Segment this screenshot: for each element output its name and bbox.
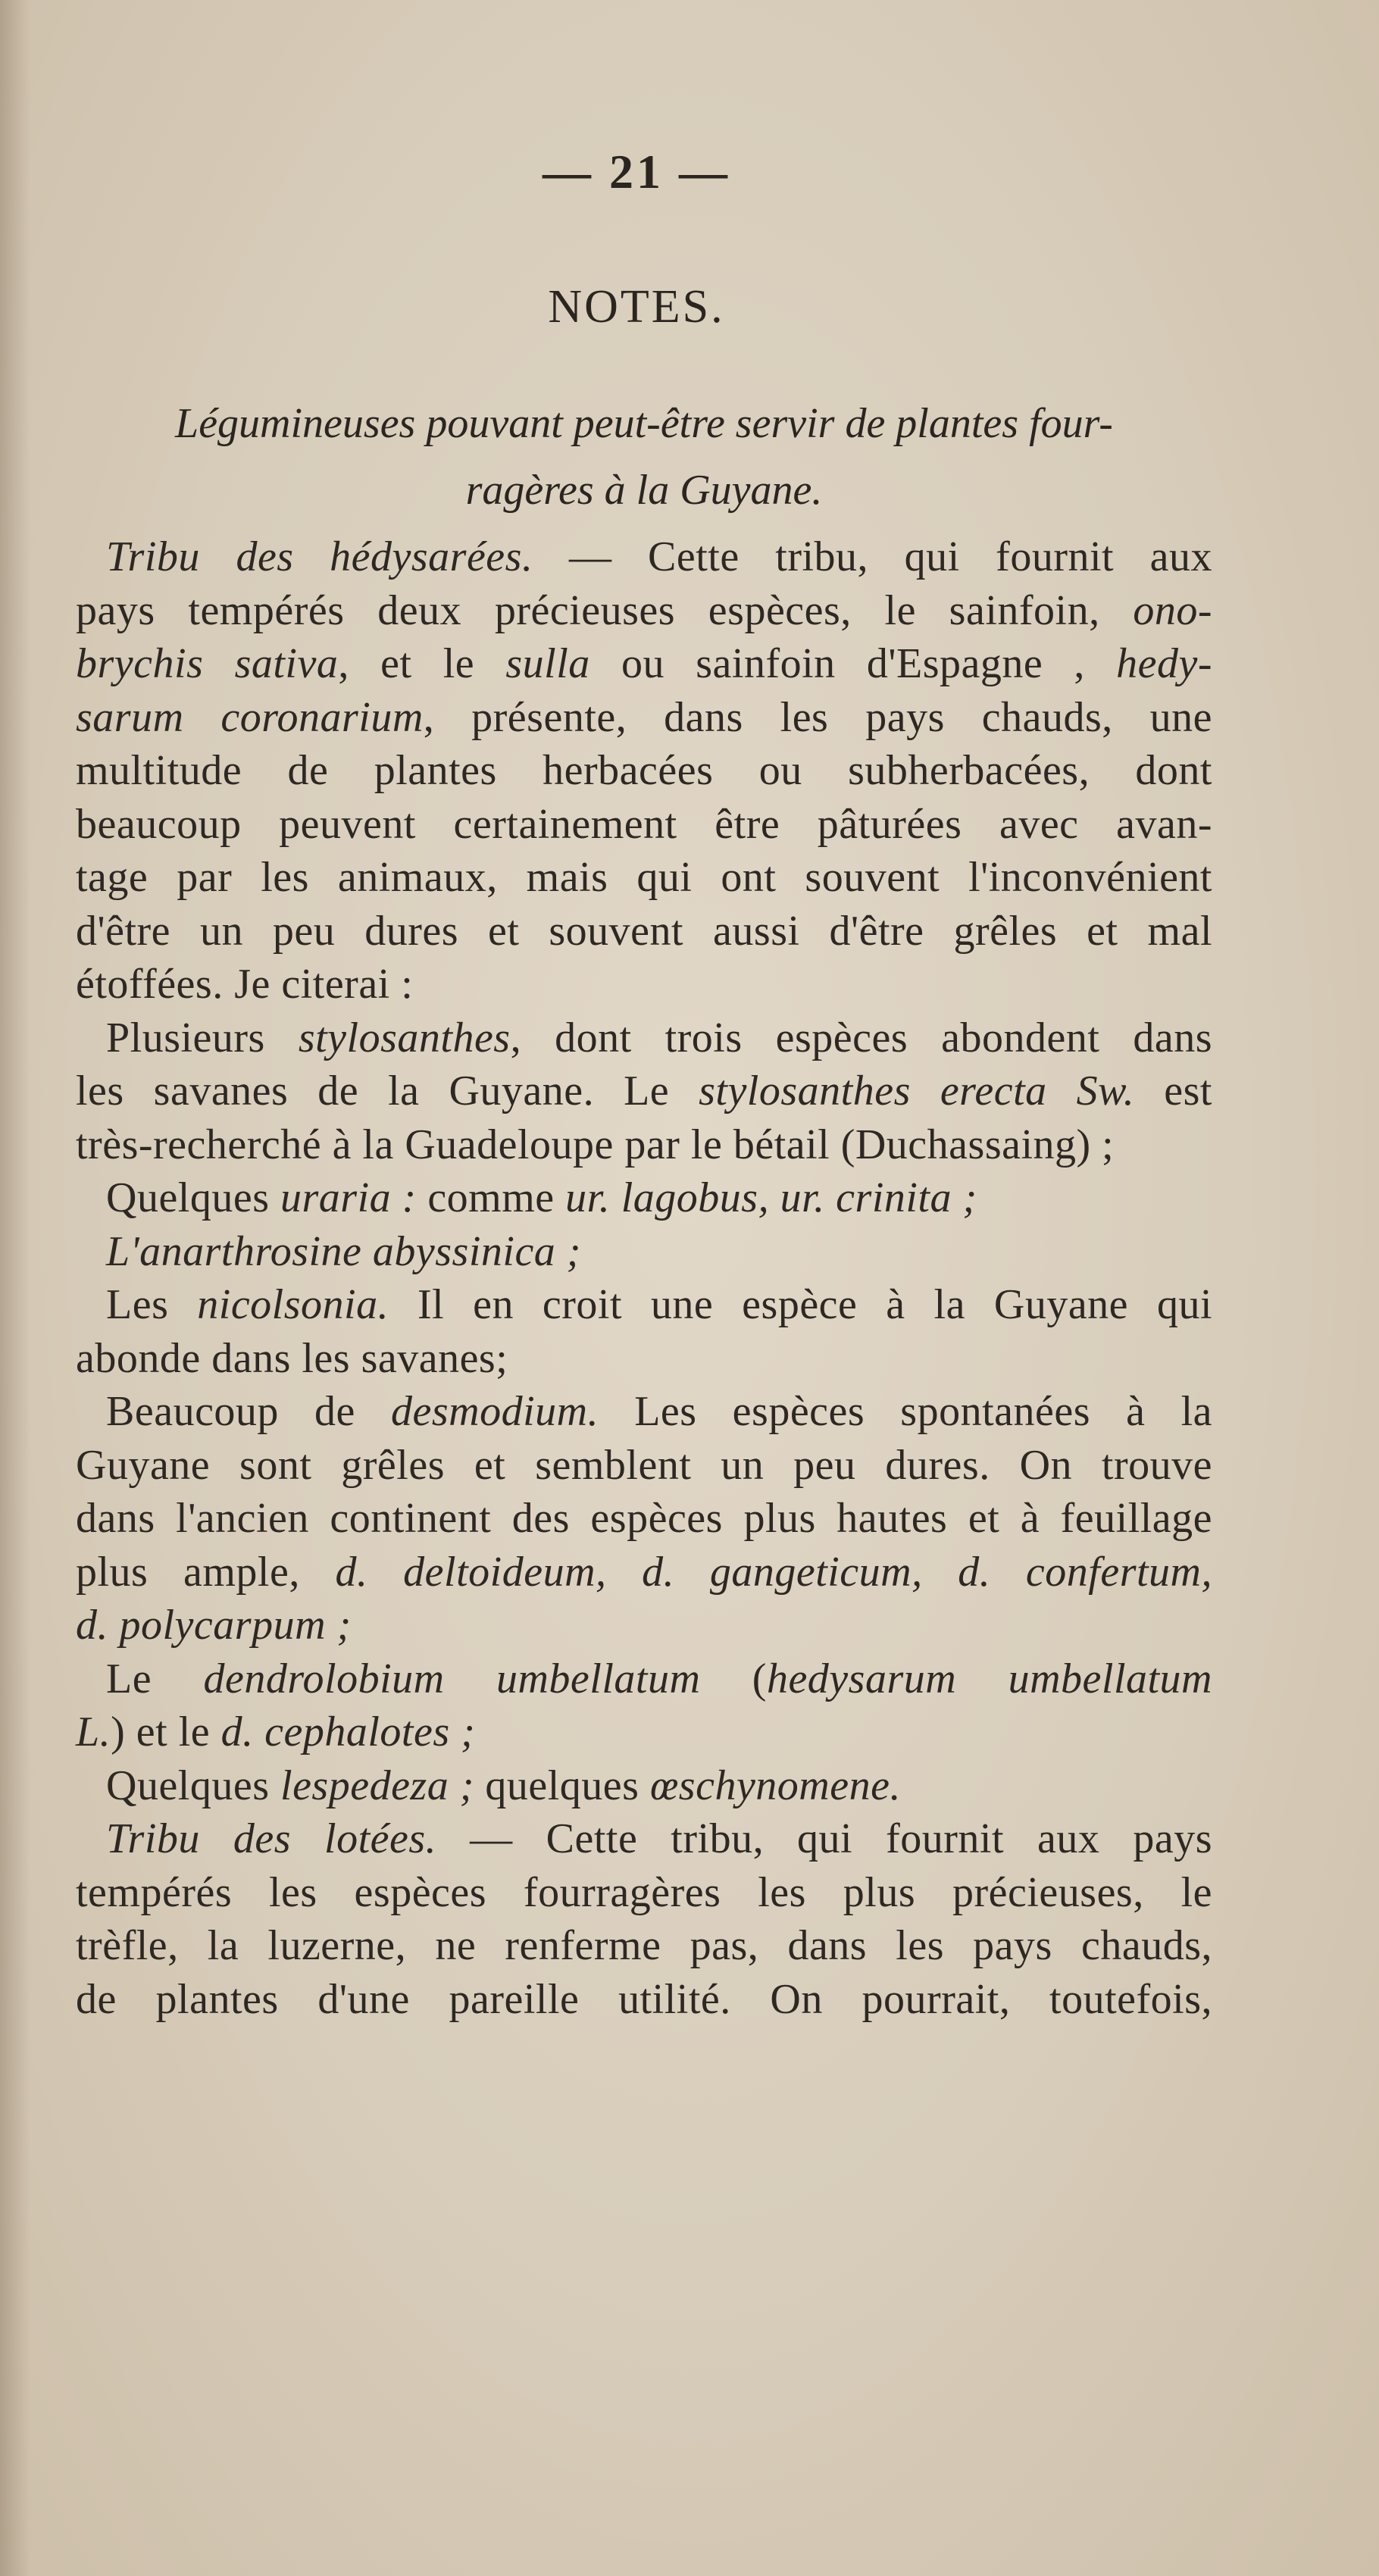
text-line bbox=[76, 637, 1212, 691]
text-line: dans l'ancien continent des espèces plus hautes et à feuillage bbox=[76, 1495, 1212, 1542]
text-line: multitude de plantes herbacées ou subherbacées, dont bbox=[76, 747, 1212, 794]
text-line: trèfle, la luzerne, ne renferme pas, dans les pays chauds, bbox=[76, 1922, 1212, 1969]
page-number: — 21 — bbox=[543, 145, 730, 199]
text-line bbox=[76, 1546, 1212, 1599]
species-name: L. bbox=[76, 1708, 111, 1755]
text-run: pays tempérés deux précieuses espèces, le sainfoin, bbox=[76, 586, 1134, 634]
subtitle-line: Légumineuses pouvant peut-être servir de plantes four- bbox=[175, 400, 1113, 447]
species-name: hedy- bbox=[1116, 640, 1213, 687]
species-name: uraria : bbox=[280, 1174, 428, 1221]
species-name: L'anarthrosine abyssinica ; bbox=[106, 1227, 581, 1275]
text-line bbox=[76, 1759, 1212, 1813]
text-line: tage par les animaux, mais qui ont souvent l'inconvénient bbox=[76, 854, 1212, 901]
text-line bbox=[76, 1812, 1212, 1866]
species-name: lespedeza ; bbox=[280, 1762, 474, 1809]
text-line bbox=[76, 1705, 1212, 1759]
text-line: d'être un peu dures et souvent aussi d'être grêles et mal bbox=[76, 907, 1212, 955]
text-run: Quelques bbox=[106, 1762, 281, 1809]
text-run: Il en croit une espèce à la Guyane qui bbox=[389, 1281, 1212, 1328]
species-name: d. deltoideum, d. gangeticum, d. confertum, bbox=[335, 1548, 1212, 1596]
text-line bbox=[76, 1064, 1212, 1118]
text-run: les savanes de la Guyane. Le bbox=[76, 1068, 699, 1114]
text-run: Les bbox=[106, 1281, 198, 1328]
section-heading: Tribu des hédysarées. bbox=[106, 533, 533, 580]
text-line bbox=[76, 1385, 1212, 1439]
text-run: , dont trois espèces abondent dans bbox=[510, 1014, 1212, 1061]
text-run: Quelques bbox=[106, 1174, 281, 1221]
text-run: est bbox=[1134, 1068, 1212, 1114]
text-run: plus ample, bbox=[76, 1548, 336, 1596]
text-run: , présente, dans les pays chauds, une bbox=[423, 693, 1213, 741]
text-run: Beaucoup de bbox=[106, 1388, 391, 1435]
text-line bbox=[76, 1599, 1212, 1652]
text-line bbox=[76, 584, 1212, 638]
text-run: Plusieurs bbox=[106, 1014, 299, 1061]
text-line bbox=[76, 1225, 1212, 1279]
text-line: de plantes d'une pareille utilité. On pourrait, toutefois, bbox=[76, 1975, 1212, 2023]
text-line: étoffées. Je citerai : bbox=[76, 961, 414, 1008]
section-heading: Tribu des lotées. bbox=[106, 1815, 437, 1862]
text-run: ) et le bbox=[111, 1708, 221, 1755]
species-name: hedysarum umbellatum bbox=[766, 1655, 1212, 1702]
text-line: beaucoup peuvent certainement être pâturées avec avan- bbox=[76, 800, 1212, 848]
species-name: desmodium. bbox=[391, 1388, 599, 1435]
text-run: Les espèces spontanées à la bbox=[599, 1388, 1212, 1435]
text-run: — Cette tribu, qui fournit aux bbox=[533, 533, 1212, 580]
text-line: tempérés les espèces fourragères les plus précieuses, le bbox=[76, 1868, 1212, 1916]
body-text bbox=[76, 530, 1212, 2026]
text-run: , et le bbox=[338, 640, 506, 687]
species-name: stylosanthes erecta Sw. bbox=[699, 1068, 1135, 1114]
text-line bbox=[76, 530, 1212, 584]
section-subtitle bbox=[76, 390, 1212, 524]
species-name: nicolsonia. bbox=[197, 1281, 389, 1328]
text-line bbox=[76, 1278, 1212, 1332]
species-name: ono- bbox=[1133, 586, 1212, 634]
text-run: comme bbox=[427, 1174, 566, 1221]
text-line bbox=[76, 1171, 1212, 1225]
species-name: sulla bbox=[505, 640, 590, 687]
text-run: quelques bbox=[474, 1762, 650, 1809]
text-line bbox=[76, 1011, 1212, 1065]
text-line bbox=[76, 691, 1212, 745]
species-name: d. polycarpum ; bbox=[76, 1602, 352, 1649]
text-run: Le bbox=[106, 1655, 204, 1702]
text-line: très-recherché à la Guadeloupe par le bétail (Duchassaing) ; bbox=[76, 1121, 1115, 1168]
text-run: ( bbox=[700, 1655, 767, 1702]
species-name: œschynomene. bbox=[649, 1762, 901, 1809]
species-name: stylosanthes bbox=[298, 1014, 511, 1061]
text-run: ou sainfoin d'Espagne , bbox=[589, 640, 1117, 687]
subtitle-line: ragères à la Guyane. bbox=[465, 467, 823, 514]
text-line: abonde dans les savanes; bbox=[76, 1334, 508, 1382]
page-edge-shadow bbox=[0, 0, 30, 2576]
text-run: — Cette tribu, qui fournit aux pays bbox=[436, 1815, 1212, 1862]
text-line bbox=[76, 1652, 1212, 1706]
species-name: brychis sativa bbox=[76, 640, 339, 687]
text-line: Guyane sont grêles et semblent un peu dures. On trouve bbox=[76, 1441, 1212, 1489]
species-name: ur. lagobus, ur. crinita ; bbox=[565, 1174, 977, 1221]
page-title: NOTES. bbox=[548, 281, 725, 333]
species-name: dendrolobium umbellatum bbox=[203, 1655, 701, 1702]
species-name: sarum coronarium bbox=[76, 693, 424, 741]
species-name: d. cephalotes ; bbox=[220, 1708, 476, 1755]
